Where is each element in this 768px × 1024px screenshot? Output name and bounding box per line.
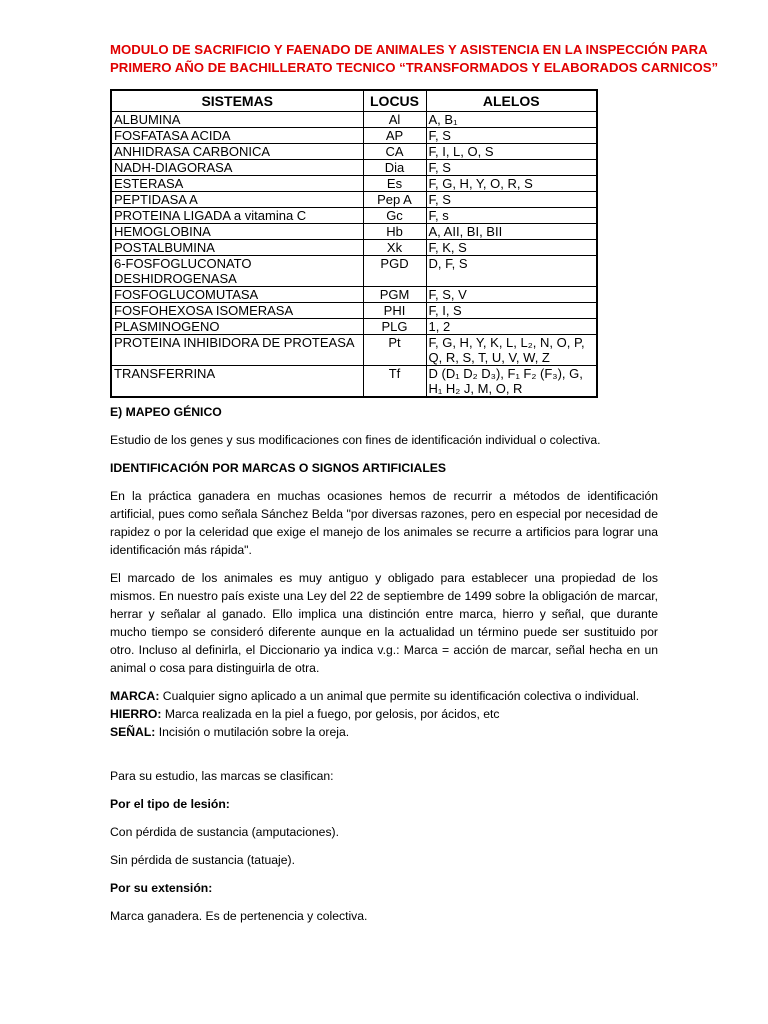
heading-tipo-lesion: Por el tipo de lesión: [110, 797, 230, 811]
table-row [111, 366, 597, 398]
header-locus: LOCUS [363, 90, 426, 112]
marca-definition: Cualquier signo aplicado a un animal que permite su identificación colectiva o individual. [159, 689, 640, 703]
section-heading-marcas: IDENTIFICACIÓN POR MARCAS O SIGNOS ARTIFICIALES [110, 461, 447, 475]
cell-locus: Es [363, 176, 426, 192]
cell-sistema: PEPTIDASA A [111, 192, 363, 208]
cell-alelos: F, G, H, Y, K, L, L₂, N, O, P, Q, R, S, T, U, V, W, Z [426, 335, 597, 366]
cell-locus: Al [363, 112, 426, 128]
cell-locus: PGD [363, 256, 426, 287]
cell-alelos: F, S [426, 160, 597, 176]
cell-alelos: F, S [426, 192, 597, 208]
cell-alelos: D (D₁ D₂ D₃), F₁ F₂ (F₃), G, H₁ H₂ J, M, O, R [426, 366, 597, 398]
cell-alelos: F, K, S [426, 240, 597, 256]
table-row [111, 303, 597, 319]
cell-locus: Pep A [363, 192, 426, 208]
cell-alelos: F, I, L, O, S [426, 144, 597, 160]
hierro-label: HIERRO: [110, 707, 162, 721]
marca-label: MARCA: [110, 689, 160, 703]
cell-locus: AP [363, 128, 426, 144]
table-row [111, 319, 597, 335]
cell-sistema: PROTEINA LIGADA a vitamina C [111, 208, 363, 224]
cell-locus: PHI [363, 303, 426, 319]
table-row [111, 128, 597, 144]
cell-alelos: F, S, V [426, 287, 597, 303]
cell-locus: Pt [363, 335, 426, 366]
title-line-1: MODULO DE SACRIFICIO Y FAENADO DE ANIMALES Y ASISTENCIA EN LA INSPECCIÓN PARA [110, 42, 708, 57]
cell-locus: CA [363, 144, 426, 160]
header-alelos: ALELOS [426, 90, 597, 112]
cell-sistema: FOSFOGLUCOMUTASA [111, 287, 363, 303]
table-row [111, 176, 597, 192]
cell-sistema: NADH-DIAGORASA [111, 160, 363, 176]
table-header-row [111, 90, 597, 112]
document-title [110, 41, 719, 77]
table-row [111, 208, 597, 224]
senal-definition: Incisión o mutilación sobre la oreja. [155, 725, 350, 739]
cell-alelos: F, I, S [426, 303, 597, 319]
table-row [111, 192, 597, 208]
cell-alelos: A, B₁ [426, 112, 597, 128]
cell-locus: Tf [363, 366, 426, 398]
table-row [111, 224, 597, 240]
cell-locus: PLG [363, 319, 426, 335]
item-marca-ganadera: Marca ganadera. Es de pertenencia y colectiva. [110, 909, 368, 923]
heading-extension: Por su extensión: [110, 881, 213, 895]
cell-alelos: D, F, S [426, 256, 597, 287]
cell-locus: Dia [363, 160, 426, 176]
cell-sistema: HEMOGLOBINA [111, 224, 363, 240]
cell-sistema: ALBUMINA [111, 112, 363, 128]
paragraph-marcado: El marcado de los animales es muy antiguo y obligado para establecer una propiedad de los mismos. En nuestro país existe una Ley del 22 de septiembre de 1499 sobre la obligación de marcar, herrar y señalar al ganado. Ello implica una distinción entre marca, hierro y señal, que durante mucho tiempo se consideró diferente aunque en la actualidad un término puede ser sustituido por otro. Incluso al definirla, el Diccionario ya indica v.g.: Marca = acción de marcar, señal hecha en un animal o cosa para distinguirla de otra. [110, 571, 658, 675]
cell-sistema: ESTERASA [111, 176, 363, 192]
table-row [111, 144, 597, 160]
table-row [111, 287, 597, 303]
document-body [110, 403, 658, 925]
cell-alelos: F, S [426, 128, 597, 144]
cell-sistema: FOSFATASA ACIDA [111, 128, 363, 144]
senal-label: SEÑAL: [110, 725, 156, 739]
cell-sistema: PROTEINA INHIBIDORA DE PROTEASA [111, 335, 363, 366]
cell-locus: PGM [363, 287, 426, 303]
genetic-systems-table [110, 89, 598, 398]
cell-sistema: PLASMINOGENO [111, 319, 363, 335]
cell-alelos: A, AII, BI, BII [426, 224, 597, 240]
definitions-block [110, 687, 658, 741]
table-row [111, 256, 597, 287]
cell-sistema: FOSFOHEXOSA ISOMERASA [111, 303, 363, 319]
paragraph-clasificacion: Para su estudio, las marcas se clasifican: [110, 769, 334, 783]
cell-sistema: ANHIDRASA CARBONICA [111, 144, 363, 160]
cell-locus: Gc [363, 208, 426, 224]
paragraph-practica: En la práctica ganadera en muchas ocasiones hemos de recurrir a métodos de identificación artificial, pues como señala Sánchez Belda "por diversas razones, pero en especial por necesidad de rapidez o por la celeridad que exige el manejo de los animales se recurre a artificios para lograr una identificación más rápida". [110, 489, 658, 557]
hierro-definition: Marca realizada en la piel a fuego, por gelosis, por ácidos, etc [161, 707, 500, 721]
table-row [111, 160, 597, 176]
item-sin-perdida: Sin pérdida de sustancia (tatuaje). [110, 853, 295, 867]
cell-locus: Hb [363, 224, 426, 240]
cell-sistema: TRANSFERRINA [111, 366, 363, 398]
cell-sistema: 6-FOSFOGLUCONATO DESHIDROGENASA [111, 256, 363, 287]
table-row [111, 240, 597, 256]
table-row [111, 112, 597, 128]
cell-locus: Xk [363, 240, 426, 256]
cell-alelos: 1, 2 [426, 319, 597, 335]
cell-alelos: F, s [426, 208, 597, 224]
title-line-2: PRIMERO AÑO DE BACHILLERATO TECNICO “TRANSFORMADOS Y ELABORADOS CARNICOS” [110, 60, 719, 75]
cell-sistema: POSTALBUMINA [111, 240, 363, 256]
paragraph-estudio: Estudio de los genes y sus modificaciones con fines de identificación individual o colectiva. [110, 433, 601, 447]
header-sistemas: SISTEMAS [111, 90, 363, 112]
table-row [111, 335, 597, 366]
section-heading-mapeo: E) MAPEO GÉNICO [110, 405, 222, 419]
item-con-perdida: Con pérdida de sustancia (amputaciones). [110, 825, 339, 839]
cell-alelos: F, G, H, Y, O, R, S [426, 176, 597, 192]
